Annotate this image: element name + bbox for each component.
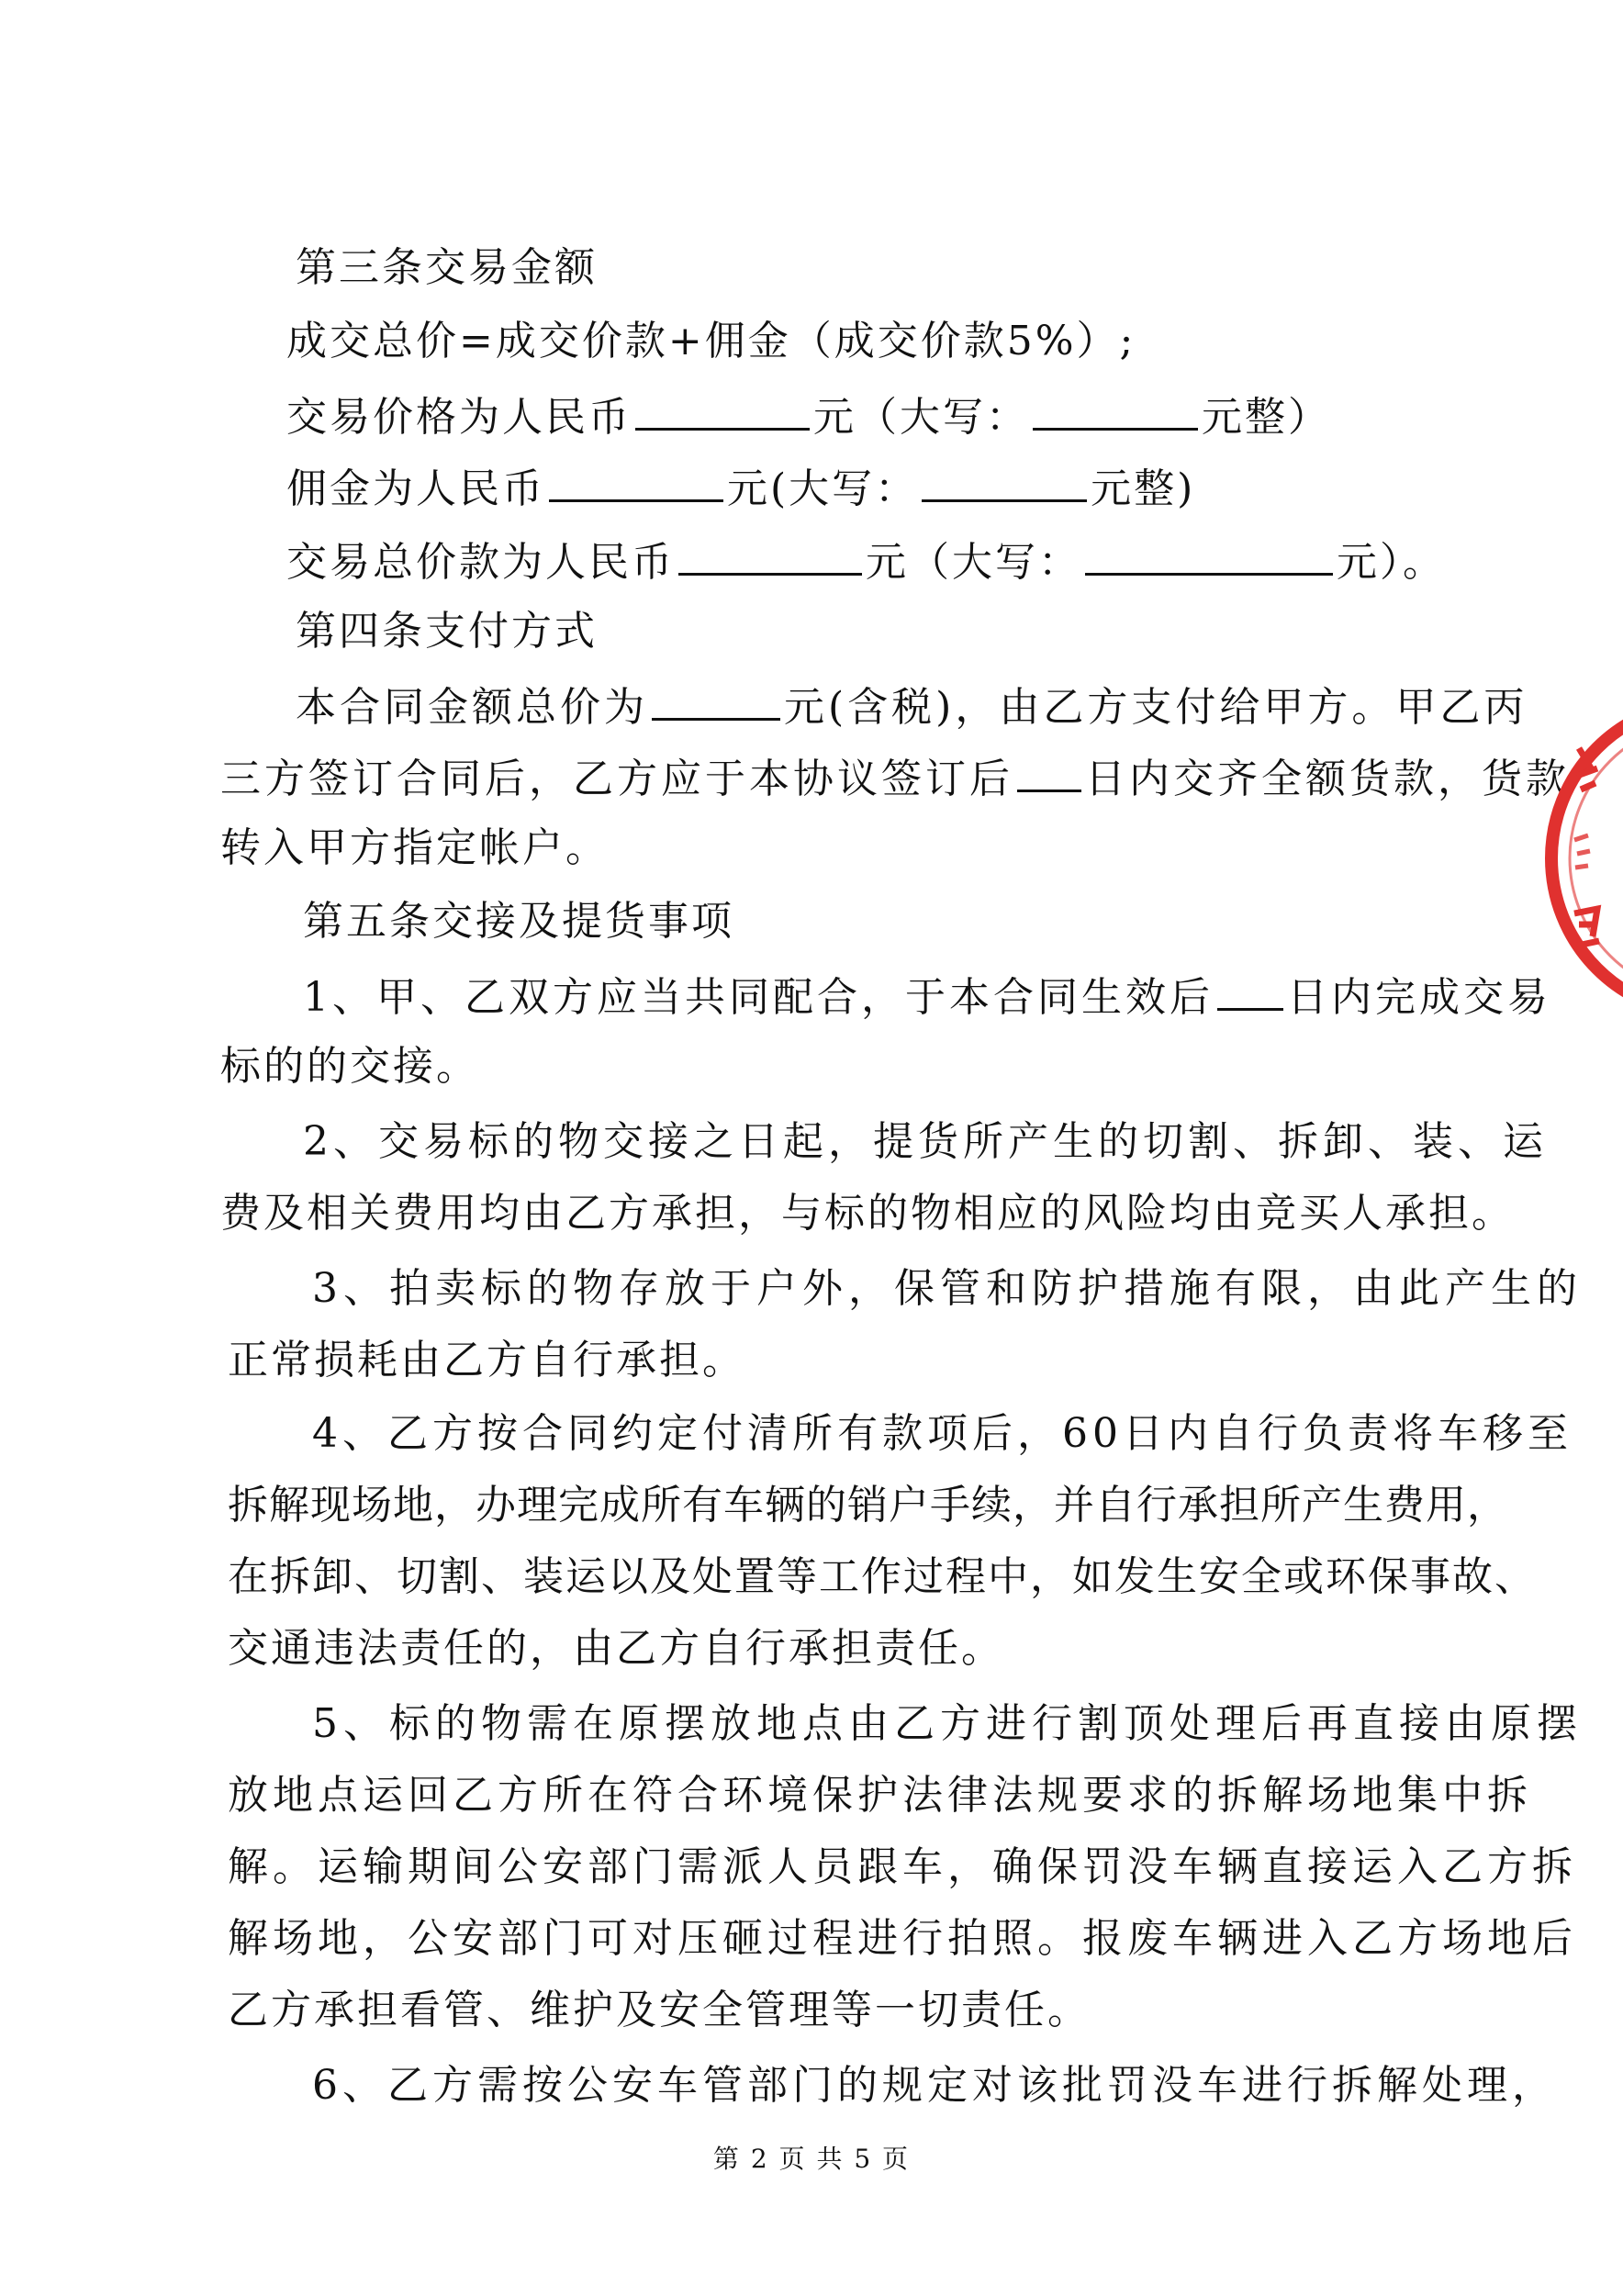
seal-outer-ring — [1551, 702, 1623, 1014]
contract-amount-blank — [652, 685, 780, 721]
article-5-item-1-line-1: 1、甲、乙双方应当共同配合，于本合同生效后 日内完成交易 — [303, 974, 1551, 1021]
article-4-para-line-1: 本合同金额总价为 元(含税)，由乙方支付给甲方。甲乙丙 — [296, 684, 1528, 731]
article-4-heading: 第四条支付方式 — [296, 608, 598, 655]
transaction-price-line: 交易价格为人民币 元（大写： 元整） — [286, 394, 1331, 441]
article-5-item-3-line-1: 3、拍卖标的物存放于户外，保管和防护措施有限，由此产生的 — [312, 1265, 1583, 1312]
seal-glyph-mid — [1574, 835, 1590, 868]
article-5-item-3-line-2: 正常损耗由乙方自行承担。 — [228, 1337, 745, 1383]
article-5-item-1-line-2: 标的的交接。 — [220, 1043, 479, 1090]
total-amount-blank — [678, 540, 862, 576]
article-5-item-2-line-2: 费及相关费用均由乙方承担，与标的物相应的风险均由竞买人承担。 — [220, 1190, 1515, 1237]
price-words-blank — [1033, 395, 1198, 431]
article-5-item-4-line-2: 拆解现场地，办理完成所有车辆的销户手续，并自行承担所产生费用， — [228, 1482, 1508, 1529]
article-5-item-5-line-2: 放地点运回乙方所在符合环境保护法律法规要求的拆解场地集中拆 — [228, 1772, 1532, 1819]
red-seal-stamp — [1524, 684, 1623, 1033]
article-5-item-5-line-4: 解场地，公安部门可对压砸过程进行拍照。报废车辆进入乙方场地后 — [228, 1915, 1577, 1962]
total-words-blank — [1085, 540, 1333, 576]
article-5-item-5-line-1: 5、标的物需在原摆放地点由乙方进行割顶处理后再直接由原摆 — [312, 1700, 1583, 1747]
price-amount-blank — [635, 395, 810, 431]
total-price-formula: 成交总价=成交价款+佣金（成交价款5%）; — [286, 318, 1136, 364]
commission-words-blank — [922, 466, 1087, 502]
handover-days-blank — [1217, 975, 1283, 1011]
article-5-item-4-line-3: 在拆卸、切割、装运以及处置等工作过程中，如发生安全或环保事故、 — [228, 1553, 1537, 1600]
article-5-item-4-line-4: 交通违法责任的，由乙方自行承担责任。 — [228, 1625, 1004, 1672]
article-5-item-5-line-3: 解。运输期间公安部门需派人员跟车，确保罚没车辆直接运入乙方拆 — [228, 1843, 1577, 1890]
payment-days-blank — [1017, 756, 1081, 792]
article-5-heading: 第五条交接及提货事项 — [303, 898, 734, 945]
article-3-heading: 第三条交易金额 — [296, 244, 598, 291]
article-5-item-4-line-1: 4、乙方按合同约定付清所有款项后，60日内自行负责将车移至 — [312, 1410, 1573, 1457]
commission-amount-blank — [549, 466, 723, 502]
article-4-para-line-2: 三方签订合同后，乙方应于本协议签订后 日内交齐全额货款，货款 — [220, 756, 1570, 802]
article-5-item-5-line-5: 乙方承担看管、维护及安全管理等一切责任。 — [228, 1987, 1091, 2033]
article-4-para-line-3: 转入甲方指定帐户。 — [220, 824, 609, 871]
page-footer: 第 2 页 共 5 页 — [712, 2144, 911, 2174]
total-payment-line: 交易总价款为人民币 元（大写： 元）。 — [286, 539, 1446, 586]
article-5-item-6-line-1: 6、乙方需按公安车管部门的规定对该批罚没车进行拆解处理， — [312, 2062, 1557, 2109]
article-5-item-2-line-1: 2、交易标的物交接之日起，提货所产生的切割、拆卸、装、运 — [303, 1118, 1548, 1165]
commission-line: 佣金为人民币 元(大写： 元整) — [286, 465, 1196, 512]
